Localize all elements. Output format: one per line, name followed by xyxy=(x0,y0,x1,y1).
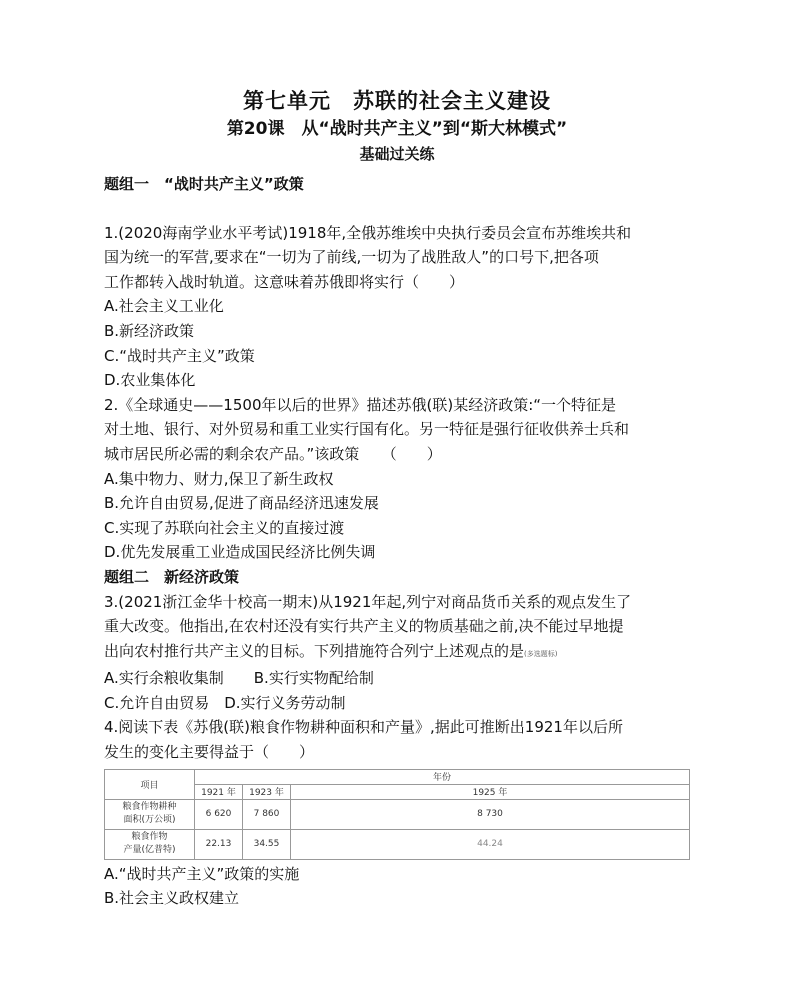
group-heading-2: 题组二 新经济政策 xyxy=(104,567,240,586)
data-table xyxy=(104,769,690,860)
question-1-option-b: B.新经济政策 xyxy=(104,321,195,340)
question-4-option-a: A.“战时共产主义”政策的实施 xyxy=(104,864,300,883)
question-3 xyxy=(104,590,694,716)
question-3-line-text: 出向农村推行共产主义的目标。下列措施符合列宁上述观点的是 xyxy=(104,641,525,660)
question-4-option-b: B.社会主义政权建立 xyxy=(104,889,240,908)
table-row-label xyxy=(105,799,195,829)
section-title: 基础过关练 xyxy=(359,145,435,163)
table-cell: 44.24 xyxy=(291,829,690,859)
table-cell: 6 620 xyxy=(195,799,243,829)
question-body xyxy=(104,172,694,911)
question-1-line: 工作都转入战时轨道。这意味着苏俄即将实行（ ） xyxy=(104,272,465,291)
question-3-line: 3.(2021浙江金华十校高一期末)从1921年起,列宁对商品货币关系的观点发生了 xyxy=(104,592,632,611)
question-2-option-d: D.优先发展重工业造成国民经济比例失调 xyxy=(104,543,376,562)
title-block xyxy=(0,86,794,166)
question-4-line: 4.阅读下表《苏俄(联)粮食作物耕种面积和产量》,据此可推断出1921年以后所 xyxy=(104,718,623,737)
table-cell: 34.55 xyxy=(243,829,291,859)
table-row xyxy=(105,769,690,784)
spacer xyxy=(104,197,694,221)
lesson-title: 第20课 从“战时共产主义”到“斯大林模式” xyxy=(226,119,568,139)
row-label-line: 粮食作物耕种 xyxy=(122,802,177,813)
question-1-option-a: A.社会主义工业化 xyxy=(104,297,224,316)
question-2-option-c: C.实现了苏联向社会主义的直接过渡 xyxy=(104,518,345,537)
table-header-item: 项目 xyxy=(105,769,195,799)
question-4-line: 发生的变化主要得益于（ ） xyxy=(104,743,315,762)
row-label-line: 产量(亿普特) xyxy=(123,845,176,856)
question-3-options-row-1: A.实行余粮收集制 B.实行实物配给制 xyxy=(104,669,374,688)
row-label-line: 粮食作物 xyxy=(131,832,168,843)
question-3-note: (多选题标) xyxy=(524,649,558,658)
table-cell: 8 730 xyxy=(291,799,690,829)
question-1-option-d: D.农业集体化 xyxy=(104,371,196,390)
question-3-line: 重大改变。他指出,在农村还没有实行共产主义的物质基础之前,决不能过早地提 xyxy=(104,617,624,636)
question-3-line xyxy=(104,639,694,667)
question-1-line: 国为统一的军营,要求在“一切为了前线,一切为了战胜敌人”的口号下,把各项 xyxy=(104,248,599,267)
question-2-option-a: A.集中物力、财力,保卫了新生政权 xyxy=(104,469,334,488)
group-heading-1: 题组一 “战时共产主义”政策 xyxy=(104,175,304,193)
question-1 xyxy=(104,221,694,393)
table-row xyxy=(105,829,690,859)
question-2-line: 城市居民所必需的剩余农产品。”该政策 （ ） xyxy=(104,444,442,463)
table-year-cell: 1923 年 xyxy=(243,784,291,799)
question-1-line: 1.(2020海南学业水平考试)1918年,全俄苏维埃中央执行委员会宣布苏维埃共和 xyxy=(104,223,632,242)
question-3-options-row-2: C.允许自由贸易 D.实行义务劳动制 xyxy=(104,693,346,712)
table-cell: 7 860 xyxy=(243,799,291,829)
question-2-line: 对土地、银行、对外贸易和重工业实行国有化。另一特征是强行征收供养士兵和 xyxy=(104,420,630,439)
unit-title: 第七单元 苏联的社会主义建设 xyxy=(243,89,551,113)
question-2-option-b: B.允许自由贸易,促进了商品经济迅速发展 xyxy=(104,494,379,513)
table-header-year: 年份 xyxy=(195,769,690,784)
table-year-cell: 1925 年 xyxy=(291,784,690,799)
question-4 xyxy=(104,715,694,910)
table-year-cell: 1921 年 xyxy=(195,784,243,799)
table-row-label xyxy=(105,829,195,859)
question-2-line: 2.《全球通史——1500年以后的世界》描述苏俄(联)某经济政策:“一个特征是 xyxy=(104,395,617,414)
row-label-line: 面积(万公顷) xyxy=(123,815,176,826)
table-row xyxy=(105,799,690,829)
table-cell: 22.13 xyxy=(195,829,243,859)
question-1-option-c: C.“战时共产主义”政策 xyxy=(104,346,255,365)
question-2 xyxy=(104,393,694,565)
